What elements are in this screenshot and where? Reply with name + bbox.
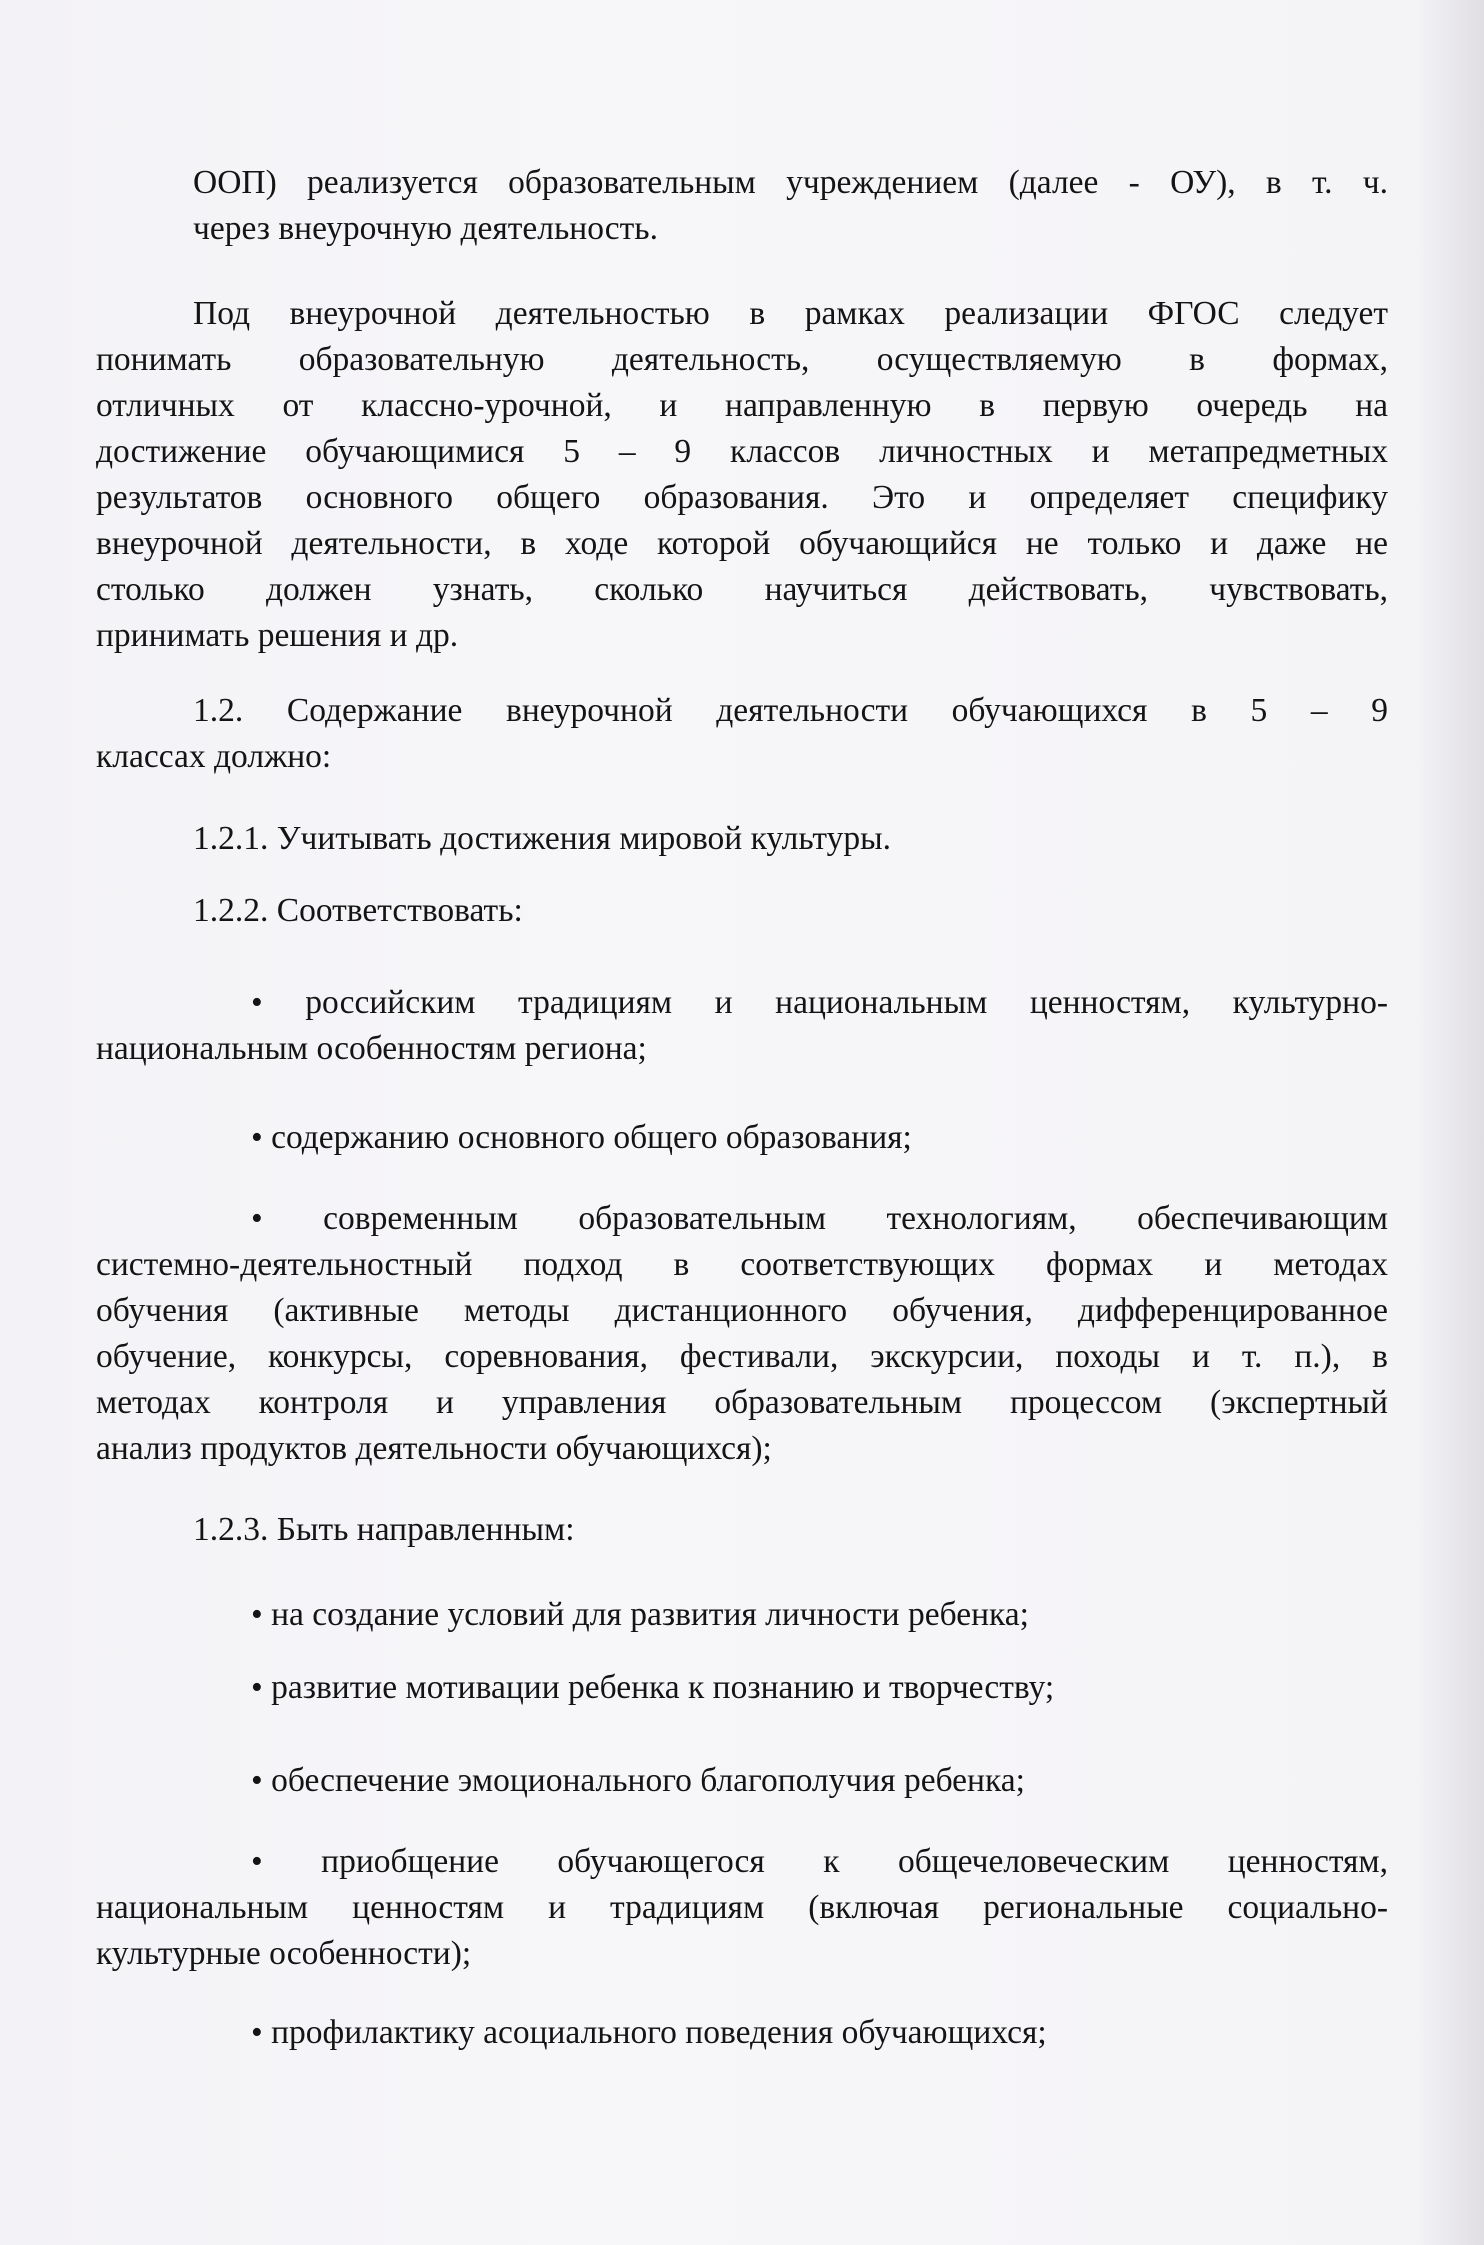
- text-line: классах должно:: [96, 738, 332, 775]
- text-line: отличных от классно-урочной, и направленную в первую очередь на: [96, 387, 1388, 424]
- text-line: • профилактику асоциального поведения обучающихся;: [251, 2014, 1047, 2051]
- text-line: 1.2.3. Быть направленным:: [193, 1511, 575, 1548]
- text-line: методах контроля и управления образовательным процессом (экспертный: [96, 1384, 1388, 1421]
- text-line: • содержанию основного общего образования;: [251, 1119, 912, 1156]
- bullet-motivation: [251, 1665, 1388, 1711]
- text-line: • обеспечение эмоционального благополучия ребенка;: [251, 1762, 1025, 1799]
- text-line: национальным ценностям и традициям (включая региональные социально-: [96, 1889, 1388, 1926]
- text-line: Под внеурочной деятельностью в рамках реализации ФГОС следует: [193, 295, 1388, 332]
- text-line: достижение обучающимися 5 – 9 классов личностных и метапредметных: [96, 433, 1388, 470]
- text-line: национальным особенностям региона;: [96, 1030, 647, 1067]
- bullet-content: [251, 1115, 1388, 1161]
- text-line: 1.2. Содержание внеурочной деятельности обучающихся в 5 – 9: [193, 692, 1388, 729]
- text-line: • приобщение обучающегося к общечеловеческим ценностям,: [251, 1843, 1388, 1880]
- text-line: 1.2.1. Учитывать достижения мировой культуры.: [193, 820, 891, 857]
- text-line: анализ продуктов деятельности обучающихся);: [96, 1430, 772, 1467]
- bullet-wellbeing: [251, 1758, 1388, 1804]
- text-line: • российским традициям и национальным ценностям, культурно-: [251, 984, 1388, 1021]
- text-line: понимать образовательную деятельность, осуществляемую в формах,: [96, 341, 1388, 378]
- text-line: принимать решения и др.: [96, 617, 459, 654]
- text-line: столько должен узнать, сколько научиться действовать, чувствовать,: [96, 571, 1388, 608]
- text-line: системно-деятельностный подход в соответствующих формах и методах: [96, 1246, 1388, 1283]
- section-1-2-3: [193, 1507, 1388, 1553]
- text-line: результатов основного общего образования. Это и определяет специфику: [96, 479, 1388, 516]
- text-line: • на создание условий для развития личности ребенка;: [251, 1596, 1029, 1633]
- text-line: культурные особенности);: [96, 1935, 472, 1972]
- text-line: • развитие мотивации ребенка к познанию и творчеству;: [251, 1669, 1055, 1706]
- section-1-2: [96, 688, 1388, 780]
- text-line: через внеурочную деятельность.: [193, 210, 658, 247]
- bullet-values: [96, 1839, 1388, 1977]
- paragraph-definition: [96, 291, 1388, 659]
- bullet-traditions: [96, 980, 1388, 1072]
- text-line: • современным образовательным технологиям, обеспечивающим: [251, 1200, 1388, 1237]
- section-1-2-2: [193, 888, 1388, 934]
- bullet-technologies: [96, 1196, 1388, 1472]
- text-line: обучение, конкурсы, соревнования, фестивали, экскурсии, походы и т. п.), в: [96, 1338, 1388, 1375]
- bullet-conditions: [251, 1592, 1388, 1638]
- bullet-prevention: [251, 2010, 1388, 2056]
- page-edge-shadow: [1414, 0, 1484, 2245]
- paragraph-oop: [96, 160, 1388, 252]
- text-line: 1.2.2. Соответствовать:: [193, 892, 523, 929]
- section-1-2-1: [193, 816, 1388, 862]
- text-line: обучения (активные методы дистанционного обучения, дифференцированное: [96, 1292, 1388, 1329]
- text-line: внеурочной деятельности, в ходе которой обучающийся не только и даже не: [96, 525, 1388, 562]
- text-line: ООП) реализуется образовательным учреждением (далее - ОУ), в т. ч.: [193, 164, 1388, 201]
